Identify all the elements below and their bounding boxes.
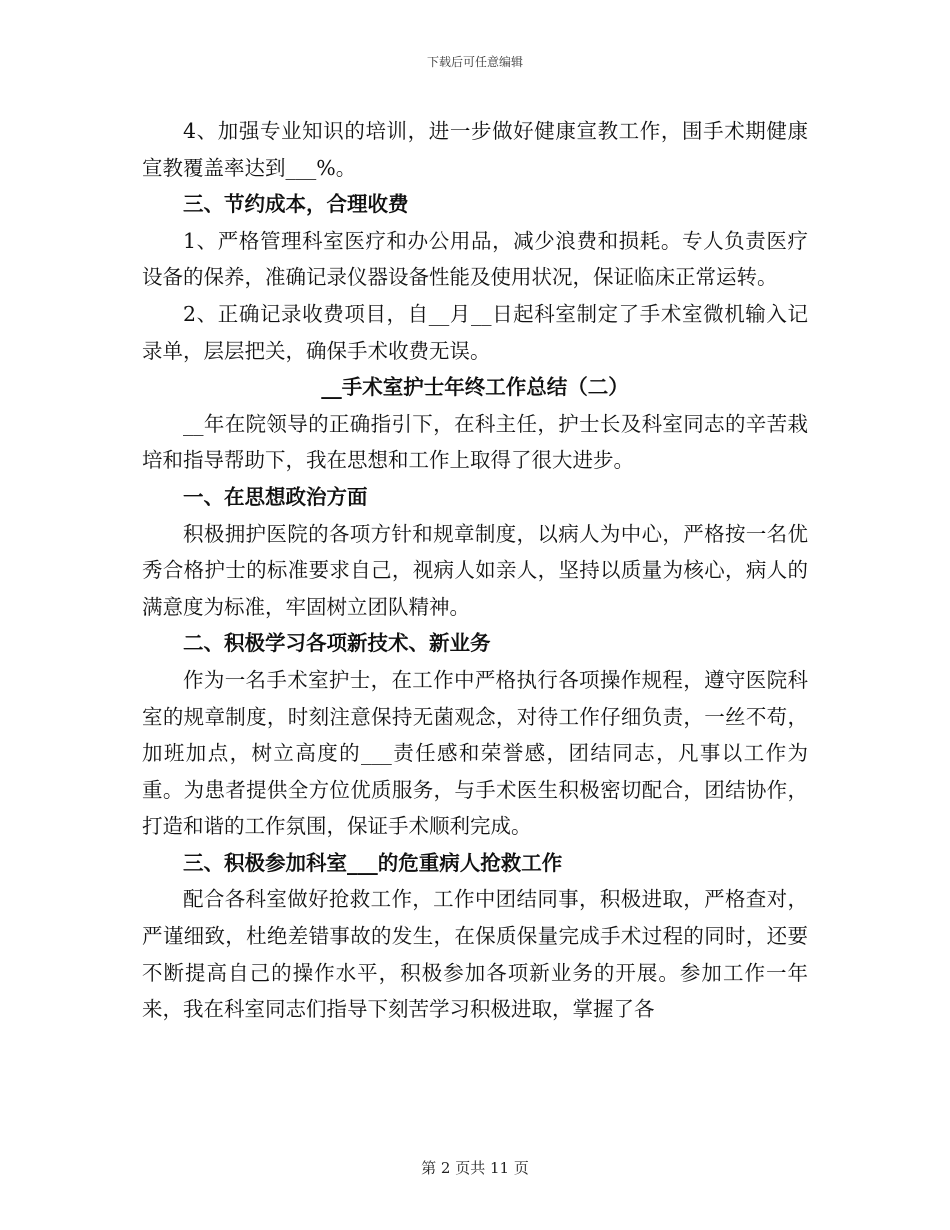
section-heading-political: 一、在思想政治方面 — [183, 484, 368, 509]
section-heading-cost-saving: 三、节约成本，合理收费 — [183, 192, 409, 217]
page-footer: 第 2 页共 11 页 — [421, 1159, 529, 1177]
section-heading-new-techniques: 二、积极学习各项新技术、新业务 — [183, 631, 491, 656]
paragraph-intro: __年在院领导的正确指引下，在科主任，护士长及科室同志的辛苦栽培和指导帮助下，我在思想和工作上取得了很大进步。 — [142, 411, 808, 473]
paragraph-supplies-management: 1、严格管理科室医疗和办公用品，减少浪费和损耗。专人负责医疗设备的保养，准确记录仪器设备性能及使用状况，保证临床正常运转。 — [142, 228, 808, 290]
paragraph-new-techniques: 作为一名手术室护士，在工作中严格执行各项操作规程，遵守医院科室的规章制度，时刻注意保持无菌观念，对待工作仔细负责，一丝不苟，加班加点，树立高度的___责任感和荣誉感，团结同志，凡事以工作为重。为患者提供全方位优质服务，与手术医生积极密切配合，团结协作，打造和谐的工作氛围，保证手术顺利完成。 — [142, 667, 808, 839]
document-body — [142, 113, 808, 1028]
paragraph-fee-recording: 2、正确记录收费项目，自__月__日起科室制定了手术室微机输入记录单，层层把关，确保手术收费无误。 — [142, 301, 808, 363]
page-header: 下载后可任意编辑 — [426, 55, 523, 69]
document-title: __手术室护士年终工作总结（二） — [321, 375, 629, 400]
paragraph-training: 4、加强专业知识的培训，进一步做好健康宣教工作，围手术期健康宣教覆盖率达到___%。 — [142, 119, 808, 180]
paragraph-political: 积极拥护医院的各项方针和规章制度，以病人为中心，严格按一名优秀合格护士的标准要求自己，视病人如亲人，坚持以质量为核心，病人的满意度为标准，牢固树立团队精神。 — [142, 521, 808, 619]
section-heading-rescue-work: 三、积极参加科室___的危重病人抢救工作 — [183, 850, 563, 875]
paragraph-rescue-work: 配合各科室做好抢救工作，工作中团结同事，积极进取，严格查对，严谨细致，杜绝差错事故的发生，在保质保量完成手术过程的同时，还要不断提高自己的操作水平，积极参加各项新业务的开展。参加工作一年来，我在科室同志们指导下刻苦学习积极进取，掌握了各 — [142, 887, 808, 1022]
